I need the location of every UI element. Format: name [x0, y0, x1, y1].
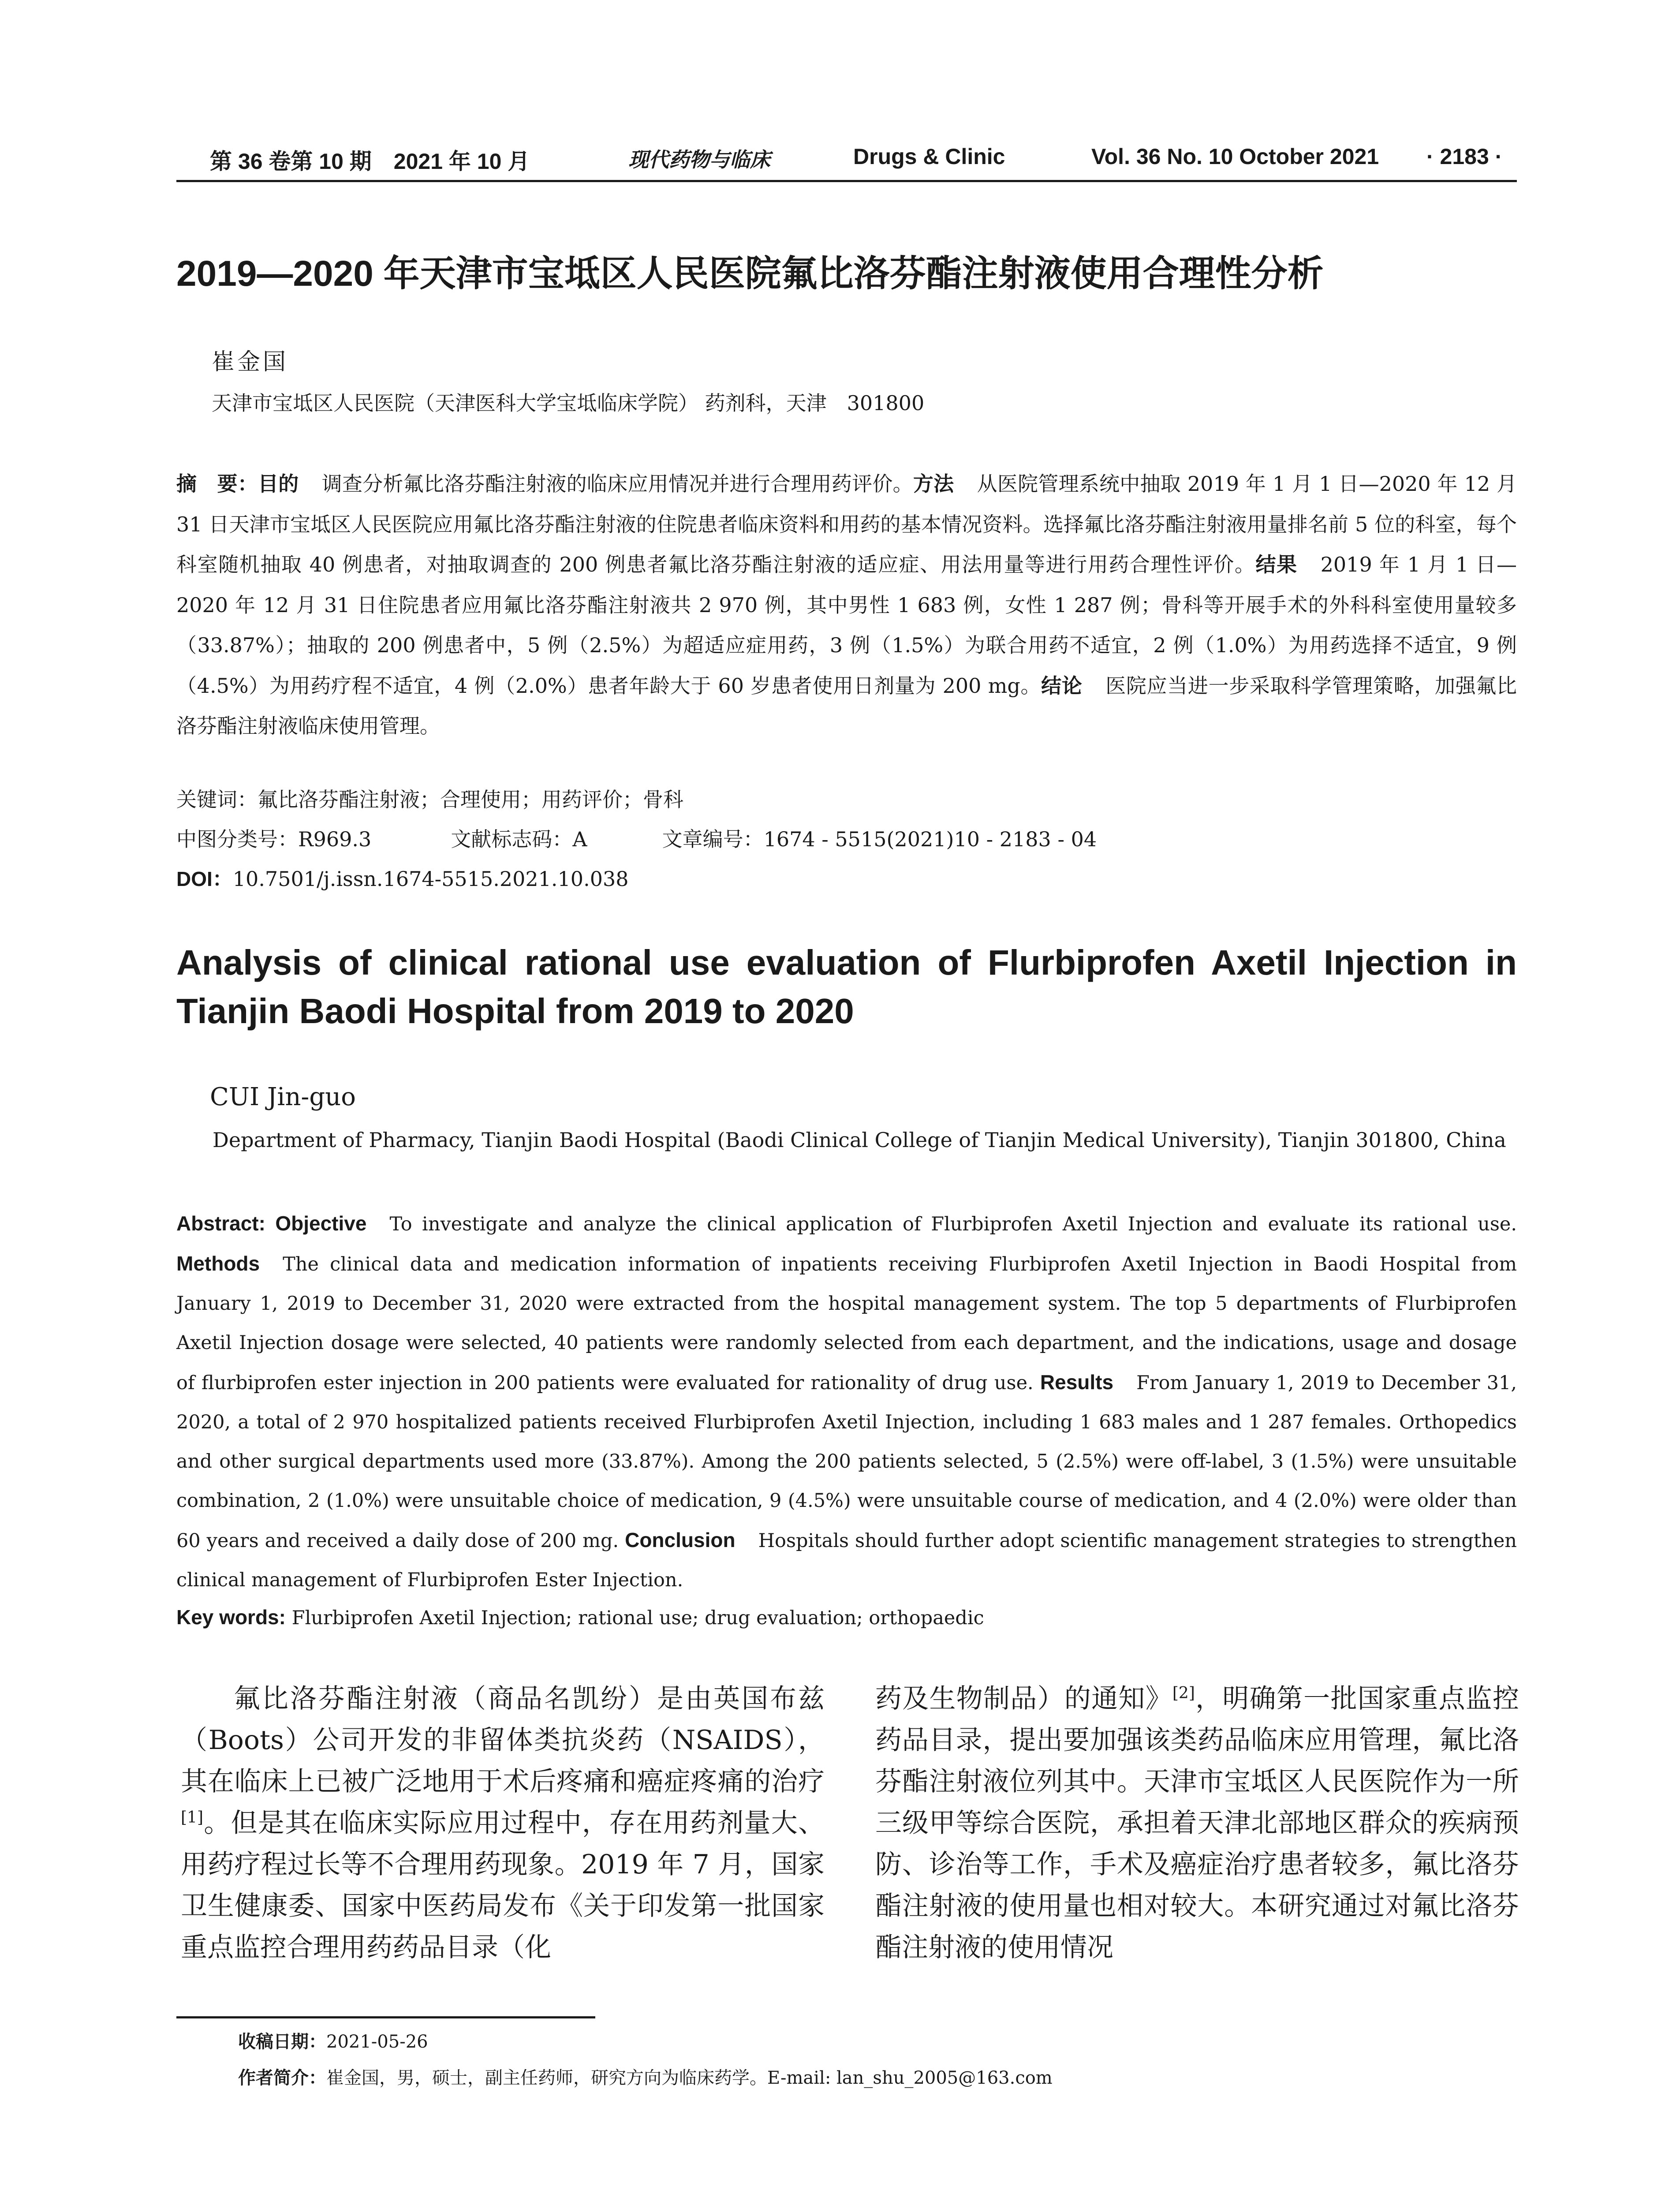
abstract-en-results: From January 1, 2019 to December 31, 2020, a total of 2 970 hospitalized patients received Flurbiprofen Axetil Injection, including 1 683 males and 1 287 females. Orthopedics and other surgical departments used more (33.87%). Among the 200 patients selected, 5 (2.5%) were off-label, 3 (1.5%) were unsuitable combination, 2 (1.0%) were unsuitable choice of medication, 9 (4.5%) were unsuitable course of medication, and 4 (2.0%) were older than 60 years and received a daily dose of 200 mg. — [176, 1372, 1517, 1552]
abstract-cn-label: 摘 要： — [176, 472, 258, 495]
abstract-cn — [176, 464, 1517, 747]
doc-code-value: A — [572, 827, 587, 851]
header-volume-en: Vol. 36 No. 10 October 2021 — [1091, 144, 1379, 169]
author-cn: 崔金国 — [212, 349, 289, 375]
abstract-en-conclusion-label: Conclusion — [625, 1529, 735, 1551]
keywords-en-text: Flurbiprofen Axetil Injection; rational use; drug evaluation; orthopaedic — [291, 1607, 984, 1629]
keywords-en — [176, 1605, 984, 1629]
abstract-cn-methods: 从医院管理系统中抽取 2019 年 1 月 1 日—2020 年 12 月 31 日天津市宝坻区人民医院应用氟比洛芬酯注射液的住院患者临床资料和用药的基本情况资料。选择氟比洛芬酯注射液用量排名前 5 位的科室，每个科室随机抽取 40 例患者，对抽取调查的 200 例患者氟比洛芬酯注射液的适应症、用法用量等进行用药合理性评价。 — [176, 472, 1517, 576]
classification-line — [176, 823, 1097, 852]
abstract-cn-results-label: 结果 — [1255, 553, 1298, 576]
body-left-text-b: 。但是其在临床实际应用过程中，存在用药剂量大、用药疗程过长等不合理用药现象。2019 年 7 月，国家卫生健康委、国家中医药局发布《关于印发第一批国家重点监控合理用药药品目录（化 — [181, 1808, 825, 1963]
body-column-right — [875, 1678, 1519, 1968]
body-column-left — [181, 1678, 825, 1968]
abstract-cn-conclusion: 医院应当进一步采取科学管理策略，加强氟比洛芬酯注射液临床使用管理。 — [176, 673, 1517, 738]
citation-ref-1[interactable]: [1] — [181, 1809, 203, 1827]
abstract-cn-objective-label: 目的 — [258, 472, 299, 495]
keywords-cn-label: 关键词： — [176, 788, 258, 811]
abstract-en-methods-label: Methods — [176, 1252, 260, 1275]
doc-code-label: 文献标志码： — [451, 828, 573, 851]
title-en: Analysis of clinical rational use evaluation of Flurbiprofen Axetil Injection in Tianjin Baodi Hospital from 2019 to 2020 — [176, 943, 1517, 1031]
abstract-en-objective: To investigate and analyze the clinical application of Flurbiprofen Axetil Injection and evaluate its rational use. — [389, 1213, 1517, 1235]
header-issue-cn: 第 36 卷第 10 期 2021 年 10 月 — [210, 149, 530, 174]
abstract-en — [176, 1204, 1517, 1600]
citation-ref-2[interactable]: [2] — [1172, 1684, 1195, 1702]
clc-value: R969.3 — [298, 827, 372, 851]
abstract-en-conclusion: Hospitals should further adopt scientific management strategies to strengthen clinical management of Flurbiprofen Ester Injection. — [176, 1530, 1517, 1591]
article-number-label: 文章编号： — [662, 828, 764, 851]
received-label: 收稿日期： — [238, 2032, 326, 2052]
title-cn: 2019—2020 年天津市宝坻区人民医院氟比洛芬酯注射液使用合理性分析 — [176, 254, 1324, 294]
body-left-text-a: 氟比洛芬酯注射液（商品名凯纷）是由英国布兹（Boots）公司开发的非留体类抗炎药（NSAIDS），其在临床上已被广泛地用于术后疼痛和癌症疼痛的治疗 — [181, 1683, 825, 1797]
body-right-text-a: 药及生物制品）的通知》 — [875, 1683, 1172, 1714]
abstract-en-objective-label: Objective — [275, 1212, 367, 1235]
header-journal-en: Drugs & Clinic — [853, 144, 1005, 169]
footnote-received — [238, 2028, 428, 2053]
body-right-text-b: ，明确第一批国家重点监控药品目录，提出要加强该类药品临床应用管理，氟比洛芬酯注射液位列其中。天津市宝坻区人民医院作为一所三级甲等综合医院，承担着天津北部地区群众的疾病预防、诊治等工作，手术及癌症治疗患者较多，氟比洛芬酯注射液的使用量也相对较大。本研究通过对氟比洛芬酯注射液的使用情况 — [875, 1683, 1519, 1963]
header-journal-cn: 现代药物与临床 — [628, 148, 770, 172]
affiliation-cn: 天津市宝坻区人民医院（天津医科大学宝坻临床学院） 药剂科，天津 301800 — [212, 391, 925, 415]
running-header — [176, 140, 1517, 182]
author-bio-label: 作者简介： — [238, 2068, 326, 2088]
footnote-author-bio — [238, 2064, 1053, 2089]
footnote-divider — [176, 2016, 595, 2018]
abstract-en-methods: The clinical data and medication information of inpatients receiving Flurbiprofen Axetil Injection in Baodi Hospital from January 1, 2019 to December 31, 2020 were extracted from the hospital management system. The top 5 departments of Flurbiprofen Axetil Injection dosage were selected, 40 patients were randomly selected from each department, and the indications, usage and dosage of flurbiprofen ester injection in 200 patients were evaluated for rationality of drug use. — [176, 1253, 1517, 1394]
keywords-cn-text: 氟比洛芬酯注射液；合理使用；用药评价；骨科 — [258, 788, 683, 811]
author-en: CUI Jin-guo — [210, 1083, 356, 1111]
keywords-cn — [176, 784, 683, 813]
clc-label: 中图分类号： — [176, 828, 298, 851]
abstract-en-label: Abstract: — [176, 1212, 265, 1235]
abstract-cn-results: 2019 年 1 月 1 日—2020 年 12 月 31 日住院患者应用氟比洛芬酯注射液共 2 970 例，其中男性 1 683 例，女性 1 287 例；骨科等开展手术的外科科室使用量较多（33.87%）；抽取的 200 例患者中，5 例（2.5%）为超适应症用药，3 例（1.5%）为联合用药不适宜，2 例（1.0%）为用药选择不适宜，9 例（4.5%）为用药疗程不适宜，4 例（2.0%）患者年龄大于 60 岁患者使用日剂量为 200 mg。 — [176, 553, 1517, 698]
received-date: 2021-05-26 — [326, 2032, 428, 2052]
abstract-en-results-label: Results — [1040, 1371, 1114, 1394]
keywords-en-label: Key words: — [176, 1606, 286, 1629]
doi-value[interactable]: 10.7501/j.issn.1674-5515.2021.10.038 — [232, 867, 629, 891]
doi-label: DOI： — [176, 867, 233, 890]
abstract-cn-objective: 调查分析氟比洛芬酯注射液的临床应用情况并进行合理用药评价。 — [321, 472, 913, 496]
abstract-cn-conclusion-label: 结论 — [1041, 674, 1083, 697]
article-number-value: 1674 - 5515(2021)10 - 2183 - 04 — [763, 827, 1097, 851]
doi-line — [176, 863, 629, 892]
abstract-cn-methods-label: 方法 — [913, 472, 954, 495]
affiliation-en: Department of Pharmacy, Tianjin Baodi Hospital (Baodi Clinical College of Tianjin Medical University), Tianjin 301800, China — [213, 1128, 1506, 1152]
header-page-number: · 2183 · — [1426, 144, 1503, 169]
author-bio-text: 崔金国，男，硕士，副主任药师，研究方向为临床药学。E-mail: lan_shu_2005@163.com — [326, 2068, 1053, 2088]
